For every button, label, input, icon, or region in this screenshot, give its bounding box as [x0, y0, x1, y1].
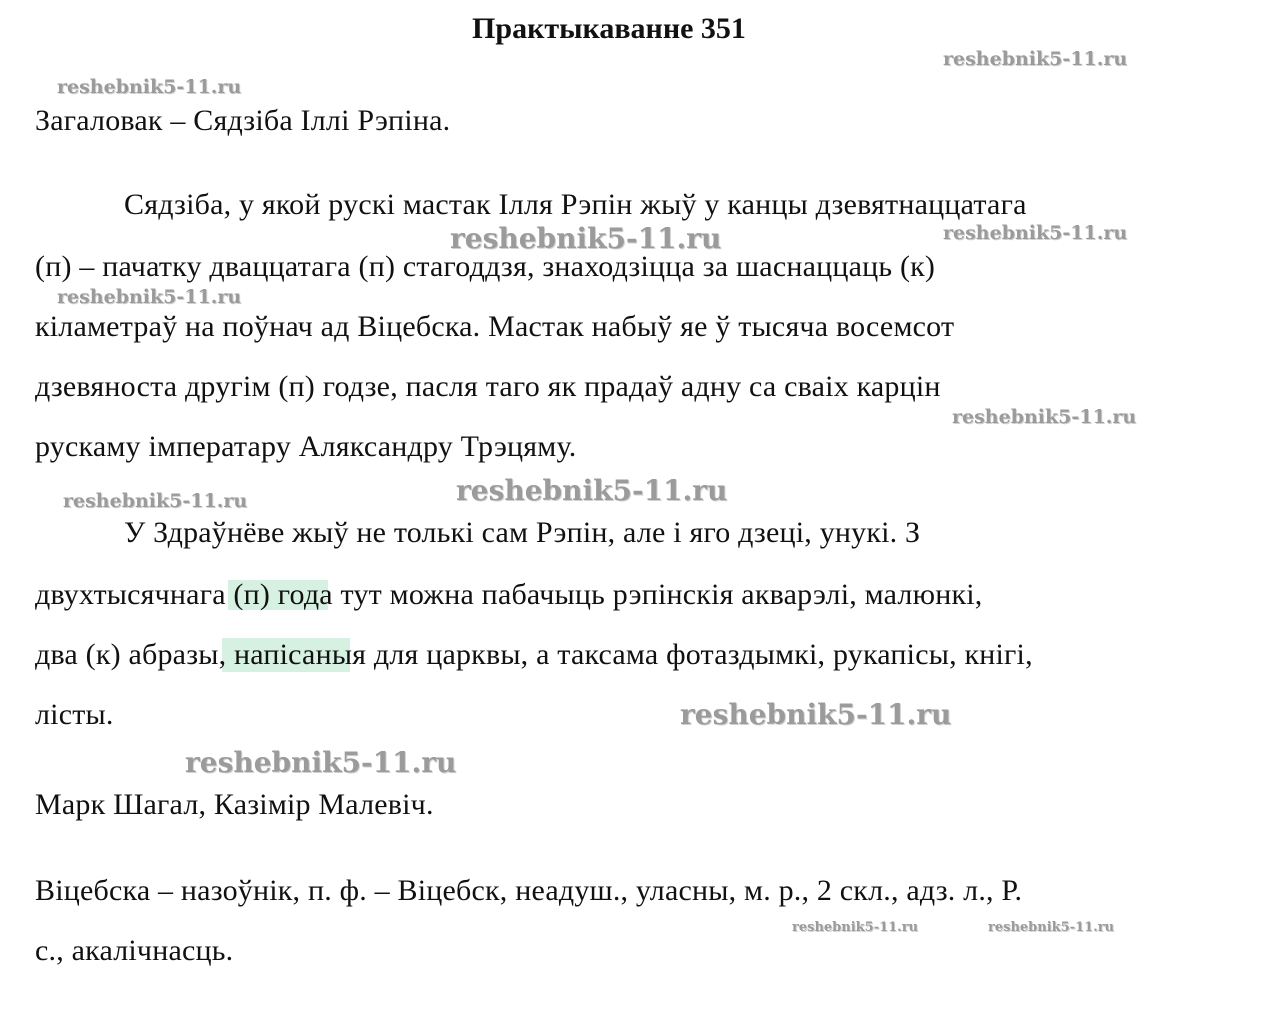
text-line-11: Марк Шагал, Казімір Малевіч.: [35, 788, 434, 821]
text-line-5: дзевяноста другім (п) годзе, пасля таго як прадаў адну са сваіх карцін: [35, 370, 941, 403]
watermark: reshebnik5-11.ru: [57, 286, 242, 308]
watermark: reshebnik5-11.ru: [680, 698, 952, 731]
page-title: Практыкаванне 351: [472, 12, 746, 45]
text-line-9: два (к) абразы, напісаныя для царквы, а таксама фотаздымкі, рукапісы, кнігі,: [35, 638, 1033, 671]
text-line-10: лісты.: [35, 698, 114, 731]
text-line-6: рускаму імператару Аляксандру Трэцяму.: [35, 430, 577, 463]
watermark: reshebnik5-11.ru: [57, 76, 242, 98]
watermark: reshebnik5-11.ru: [63, 490, 248, 512]
text-line-3: (п) – пачатку дваццатага (п) стагоддзя, знаходзіцца за шаснаццаць (к): [35, 250, 936, 283]
watermark: reshebnik5-11.ru: [952, 406, 1137, 428]
watermark: reshebnik5-11.ru: [943, 48, 1128, 70]
text-line-12: Віцебска – назоўнік, п. ф. – Віцебск, неадуш., уласны, м. р., 2 скл., адз. л., Р.: [35, 874, 1023, 907]
text-line-2: Сядзіба, у якой рускі мастак Ілля Рэпін жыў у канцы дзевятнаццатага: [124, 188, 1027, 221]
watermark: reshebnik5-11.ru: [792, 920, 919, 935]
watermark: reshebnik5-11.ru: [943, 222, 1128, 244]
text-line-7: У Здраўнёве жыў не толькі сам Рэпін, але і яго дзеці, унукі. З: [124, 516, 921, 549]
watermark: reshebnik5-11.ru: [988, 920, 1115, 935]
text-line-1: Загаловак – Сядзіба Іллі Рэпіна.: [35, 104, 451, 137]
text-line-4: кіламетраў на поўнач ад Віцебска. Мастак набыў яе ў тысяча восемсот: [35, 310, 955, 343]
watermark: reshebnik5-11.ru: [456, 474, 728, 507]
watermark: reshebnik5-11.ru: [185, 746, 457, 779]
watermark: reshebnik5-11.ru: [450, 222, 722, 255]
text-line-8: двухтысячнага (п) года тут можна пабачыць рэпінскія акварэлі, малюнкі,: [35, 578, 983, 611]
text-line-13: с., акалічнасць.: [35, 934, 234, 967]
